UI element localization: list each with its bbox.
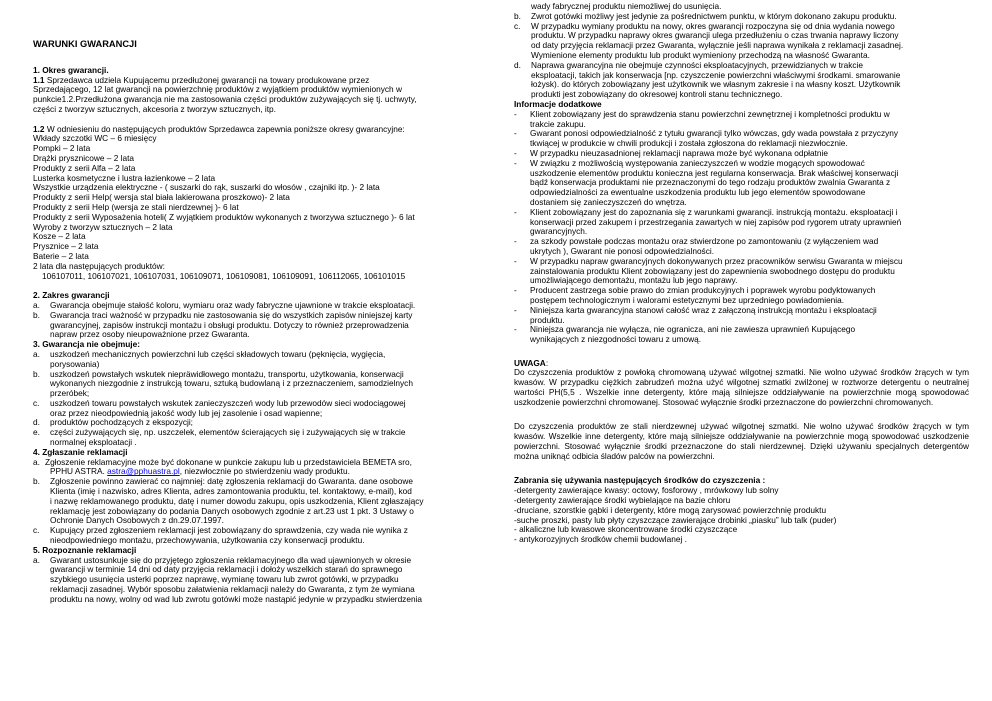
ban-item: -suche proszki, pasty lub płyty czyszczące zawierające drobinki „piasku” lub talk (puder) <box>514 514 837 525</box>
item-label: a. <box>33 299 40 310</box>
item-line: produktów pochodzących z ekspozycji; <box>50 417 193 428</box>
warranty-period-item: Produkty z serii Wyposażenia hoteli( Z wyjątkiem produktów wykonanych z tworzywa sztucznego )- 6 lat <box>33 211 415 222</box>
item-line: uszkodzenie elementów produktu konieczna jest regularna konserwacja. Brak właściwej konserwacji <box>530 167 899 178</box>
item-line: Producent zastrzega sobie prawo do zmian produkcyjnych i poprawek wyrobu podyktowanych <box>530 285 876 296</box>
item-line: bądź konserwacja produktami nie przeznaczonymi do tego rodzaju produktów zwalnia Gwaranta z <box>530 177 891 188</box>
info-item <box>514 306 969 326</box>
warranty-period-item: Produkty z serii Alfa – 2 lata <box>33 162 136 173</box>
item-text <box>531 22 969 61</box>
item-label: c. <box>514 20 521 31</box>
item-text <box>530 306 969 326</box>
item-line: W związku z możliwością występowania zanieczyszczeń w wodzie mogących spowodować <box>530 157 865 168</box>
item-text <box>530 286 969 306</box>
item-line: normalnej eksploatacji . <box>50 437 137 448</box>
item-line: W przypadku nieuzasadnionej reklamacji naprawa może być wykonana odpłatnie <box>530 147 828 158</box>
item-label: e. <box>33 427 40 438</box>
dash-bullet: - <box>514 157 517 168</box>
item-line: Klient zobowiązany jest do zapoznania się z warunkami gwarancji. instrukcją montażu. eksploatacji i <box>530 206 898 217</box>
section-5-item <box>514 61 969 100</box>
item-line: Gwarancja obejmuje stałość koloru, wymiaru oraz wady fabryczne ujawnione w trakcie eksploatacji. <box>50 299 416 310</box>
section-3-item <box>33 428 485 448</box>
section-1-1-line: części z tworzyw sztucznych, akcesoria z tworzyw sztucznych, itp. <box>33 103 276 114</box>
item-line: napraw przez osoby nieupoważnione przez Gwaranta. <box>50 329 250 340</box>
item-line: trakcie zakupu. <box>530 118 586 129</box>
item-text <box>530 237 969 257</box>
uwaga-colon: : <box>545 357 549 368</box>
item-line: dostaniem się zanieczyszczeń do wnętrza. <box>530 196 687 207</box>
item-label: d. <box>33 417 40 428</box>
item-line: reklamację jest zobowiązany do podania Danych osobowych zgodnie z art.23 ust 1 pkt. 3 Ustawy o <box>50 505 414 516</box>
info-item <box>514 129 969 149</box>
item-line: produkti jest zobowiązany do okresowej kontroli stanu technicznego. <box>531 89 783 100</box>
section-5-heading: 5. Rozpoznanie reklamacji <box>33 544 137 555</box>
section-3-list <box>33 350 485 448</box>
warranty-periods-list <box>33 134 485 271</box>
right-column <box>514 2 969 545</box>
section-1-1 <box>33 76 485 115</box>
warranty-period-item: Pompki – 2 lata <box>33 143 91 154</box>
item-line: Gwarancja traci ważność w przypadku nie zastosowania się do wszystkich zapisów niniejszej karty <box>50 309 413 320</box>
dash-bullet: - <box>514 304 517 315</box>
info-item <box>514 257 969 286</box>
item-line: Klient zobowiązany jest do sprawdzenia stanu powierzchni zewnętrznej i kompletności produktu w <box>530 108 890 119</box>
section-1-1-line: punkcie1.2.Przedłużona gwarancja nie ma zastosowania części produktów zużywających się tj. uchwyty, <box>33 94 417 105</box>
item-text <box>50 399 485 419</box>
item-text <box>50 370 485 399</box>
ban-list <box>514 486 969 545</box>
section-2-heading: 2. Zakres gwarancji <box>33 290 110 301</box>
item-text <box>531 61 969 100</box>
document-title: WARUNKI GWARANCJI <box>33 39 137 49</box>
item-label: b. <box>33 476 40 487</box>
item-label: a. <box>33 554 40 565</box>
item-line: konserwacji przed zakupem i przestrzegania zawartych w niej zapisów pod rygorem utraty uprawnień <box>530 216 902 227</box>
item-label: b. <box>514 10 521 21</box>
section-1-2 <box>33 125 485 282</box>
item-label: b. <box>33 368 40 379</box>
item-label: c. <box>33 525 40 536</box>
dash-bullet: - <box>514 324 517 335</box>
warranty-period-item: Wszystkie urządzenia elektryczne - ( suszarki do rąk, suszarki do włosów , czajniki itp. )- 2 lata <box>33 182 380 193</box>
item-line: ukrytych ), Gwarant nie ponosi odpowiedzialności. <box>530 245 715 256</box>
info-item <box>514 110 969 130</box>
item-label: b. <box>33 309 40 320</box>
dash-bullet: - <box>514 236 517 247</box>
item-label: a. <box>33 348 40 359</box>
warranty-period-item: Produkty z serii Help (wersja ze stali nierdzewnej )- 6 lat <box>33 201 239 212</box>
item-line: i nazwę reklamowanego produktu, datę i numer dowodu zakupu, opis uszkodzenia, Klient zgłaszający <box>50 495 424 506</box>
warranty-period-item: Kosze – 2 lata <box>33 231 86 242</box>
item-line: nieodpowiedniego montażu, przechowywania, użytkowania czy konserwacji produktu. <box>50 535 365 546</box>
section-1-2-number: 1.2 <box>33 123 45 134</box>
info-item <box>514 237 969 257</box>
product-codes: 106107011, 106107021, 106107031, 106109071, 106109081, 106109091, 106112065, 106101015 <box>42 270 406 281</box>
item-line: reklamacji zasadnej. Wybór sposobu załatwienia reklamacji należy do Gwaranta, z tym że wymiana <box>50 584 415 595</box>
item-line: produktu na nowy, wolny od wad lub zwrotu gotówki może nastąpić jedynie w przypadku stwierdzenia <box>50 593 423 604</box>
section-5-list <box>33 556 485 605</box>
info-list <box>514 110 969 345</box>
warranty-period-item: Wkłady szczotki WC – 6 miesięcy <box>33 133 157 144</box>
item-text <box>50 526 485 546</box>
item-line: łożysk). do których zobowiązany jest użytkownik we własnym zakresie i na własny koszt. Użytkownik <box>531 79 901 90</box>
item-line: za szkody powstałe podczas montażu oraz stwierdzone po zamontowaniu (z wyłączeniem wad <box>530 236 879 247</box>
section-4-list <box>33 477 485 546</box>
ban-item: - alkaliczne lub kwasowe skoncentrowane środki czyszczące <box>514 524 738 535</box>
item-line: Naprawa gwarancyjna nie obejmuje czynności eksploatacyjnych, przewidzianych w trakcie <box>531 59 864 70</box>
warranty-period-item: Prysznice – 2 lata <box>33 241 99 252</box>
warranty-period-item: Lusterka kosmetyczne i lustra łazienkowe – 2 lata <box>33 172 216 183</box>
dash-bullet: - <box>514 206 517 217</box>
section-5-item <box>33 556 485 605</box>
item-line: oraz przez nieodpowiednią jakość wody lub jej zasolenie i osad wapienne; <box>50 407 323 418</box>
item-line: W przypadku wymiany produktu na nowy, okres gwarancji rozpoczyna się od dnia wydania nowego <box>531 20 895 31</box>
item-line: umożliwiającego demontażu, montażu lub jego naprawy. <box>530 275 738 286</box>
info-item <box>514 208 969 237</box>
item-line: Ochronie Danych Osobowych z dn.29.07.1997. <box>50 515 224 526</box>
item-line: uszkodzeń towaru powstałych wskutek zanieczyszczeń wody lub przewodów sieci wodociągowej <box>50 397 406 408</box>
item-line: gwarancji w terminie 14 dni od daty przyjęcia reklamacji i dołoży wszelkich starań do sprawnego <box>50 564 403 575</box>
item-text <box>50 311 485 340</box>
item-line: produktu. <box>530 314 565 325</box>
item-line: przeróbek; <box>50 388 90 399</box>
section-4-heading: 4. Zgłaszanie reklamacji <box>33 446 128 457</box>
item-line: Gwarant ustosunkuje się do przyjętego zgłoszenia reklamacyjnego dla wad ujawnionych w okresie <box>50 554 412 565</box>
item-line: tkwiącej w produkcie w chwili produkcji i została zgłoszona do reklamacji niezwłocznie. <box>530 138 848 149</box>
item-text <box>50 428 485 448</box>
item-line: odpowiedzialności za ewentualne uszkodzenia produktu lub jego elementów spowodowane <box>530 187 866 198</box>
item-line: produktu. W przypadku naprawy okres gwarancji ulega przedłużeniu o czas trwania naprawy liczony <box>531 30 899 41</box>
item-line: postępem technologicznym i walorami estetycznymi bez uprzedniego powiadomienia. <box>530 294 845 305</box>
item-line: Zwrot gotówki możliwy jest jedynie za pośrednictwem punktu, w którym dokonano zakupu produktu. <box>531 10 897 21</box>
ban-item: -detergenty zawierające kwasy: octowy, fosforowy , mrówkowy lub solny <box>514 485 779 496</box>
ban-item: -detergenty zawierające środki wybielające na bazie chloru <box>514 495 731 506</box>
section-1-heading: 1. Okres gwarancji. <box>33 64 109 75</box>
section-2-item <box>33 311 485 340</box>
item-line: Niniejsza gwarancja nie wyłącza, nie ogranicza, ani nie zawiesza uprawnień Kupującego <box>530 324 856 335</box>
item-text <box>530 110 969 130</box>
item-text <box>530 159 969 208</box>
item-text <box>50 556 485 605</box>
continued-line: wady fabrycznej produktu niemożliwej do usunięcia. <box>531 1 722 11</box>
uwaga-paragraph-chrome: Do czyszczenia produktów z powłoką chromowaną używać wilgotnej szmatki. Nie wolno używać środków żrących w tym kwasów. W przypadku ciężkich zabrudzeń można użyć wilgotnej szmatki zwilżonej w roztworze detergentu o neutralnej wartości PH(5,5 . Wszelkie inne detergenty, które mają silniejsze oddziaływanie na powierzchnie mogą spowodować uszkodzenie powierzchni chromowanej. Stosować wyłącznie środki przeznaczone do powierzchni chromowanych. <box>514 367 969 407</box>
section-5-continued-list <box>514 12 969 100</box>
item-line: Zgłoszenie reklamacyjne może być dokonane w punkcie zakupu lub u przedstawiciela BEMETA sro, <box>45 456 412 467</box>
dash-bullet: - <box>514 108 517 119</box>
dash-bullet: - <box>514 255 517 266</box>
item-line: wykonanych niezgodnie z instrukcją towaru, sztuką budowlaną i z przeznaczeniem, samodzielnych <box>50 378 413 389</box>
section-4-item-a <box>33 458 485 478</box>
item-line: Kupujący przed zgłoszeniem reklamacji jest zobowiązany do sprawdzenia, czy wada nie wynika z <box>50 525 408 536</box>
left-column <box>33 40 485 605</box>
section-2-list <box>33 301 485 340</box>
info-item <box>514 325 969 345</box>
item-text <box>50 350 485 370</box>
item-line: eksploatacji, takich jak konserwacja [np. czyszczenie powierzchni właściwymi środkami. smarowanie <box>531 69 901 80</box>
item-line: Gwarant ponosi odpowiedzialność z tytułu gwarancji tylko wówczas, gdy wada powstała z przyczyny <box>530 128 899 139</box>
item-line: części zużywających się, np. uszczelek, elementów ścierających się i zużywających się w trakcie <box>50 427 406 438</box>
dash-bullet: - <box>514 285 517 296</box>
item-line: porysowania) <box>50 358 100 369</box>
item-line: od daty przyjęcia reklamacji przez Gwaranta, wyłącznie jeśli naprawa wynikała z reklamacji zasadnej. <box>531 40 904 51</box>
item-line: PPHU ASTRA. <box>50 466 108 477</box>
dash-bullet: - <box>514 128 517 139</box>
section-5-item <box>514 22 969 61</box>
section-4-item <box>33 526 485 546</box>
item-text <box>530 208 969 237</box>
warranty-period-item: 2 lata dla następujących produktów: <box>33 260 165 271</box>
item-line: uszkodzeń mechanicznych powierzchni lub części składowych towaru (pęknięcia, wygięcia, <box>50 348 386 359</box>
section-3-item <box>33 370 485 399</box>
section-1-1-number: 1.1 <box>33 74 45 85</box>
section-4-item <box>33 477 485 526</box>
item-text <box>50 477 485 526</box>
item-line: gwarancyjnej, zapisów instrukcji montażu i obsługi produktu. Dotyczy to również przeprowadzenia <box>50 319 409 330</box>
item-line: , niezwłocznie po stwierdzeniu wady produktu. <box>179 466 350 477</box>
section-1-2-intro: W odniesieniu do następujących produktów Sprzedawca zapewnia poniższe okresy gwarancyjne: <box>44 123 405 134</box>
info-item <box>514 286 969 306</box>
section-1-1-line: Sprzedawca udziela Kupującemu przedłużonej gwarancji na towary produkowane przez <box>44 74 370 85</box>
ban-item: - antykorozyjnych środków chemii budowlanej . <box>514 534 687 545</box>
uwaga-heading: UWAGA <box>514 357 546 368</box>
item-line: zainstalowania produktu Klient zobowiązany jest do zapewnienia swobodnego dostępu do produktu <box>530 265 895 276</box>
item-line: wynikających z niezgodności towaru z umową. <box>530 334 702 345</box>
ban-item: -druciane, szorstkie gąbki i detergenty, które mogą zarysować powierzchnię produktu <box>514 504 827 515</box>
item-line: uszkodzeń powstałych wskutek niepräwidłowego montażu, transportu, użytkowania, konserwacji <box>50 368 404 379</box>
info-item <box>514 159 969 208</box>
item-line: Zgłoszenie powinno zawierać co najmniej: datę zgłoszenia reklamacji do Gwaranta. dane osobowe <box>50 476 413 487</box>
ban-heading: Zabrania się używania następujących środków do czyszczenia : <box>514 475 766 486</box>
item-label: d. <box>514 59 521 70</box>
item-label: c. <box>33 397 40 408</box>
item-line: Klienta (imię i nazwisko, adres Klienta, adres zamontowania produktu, tel. kontaktowy, e-mail), kod <box>50 486 412 497</box>
section-3-item <box>33 350 485 370</box>
section-3-heading: 3. Gwarancja nie obejmuje: <box>33 339 140 350</box>
info-heading: Informacje dodatkowe <box>514 98 602 109</box>
warranty-period-item: Baterie – 2 lata <box>33 250 89 261</box>
item-line: Niniejsza karta gwarancyjna stanowi całość wraz z załączoną instrukcją montażu i eksploatacji <box>530 304 877 315</box>
item-text <box>530 325 969 345</box>
email-link[interactable]: astra@pphuastra.pl <box>107 466 180 477</box>
item-line: W przypadku napraw gwarancyjnych dokonywanych przez pracowników serwisu Gwaranta w miejscu <box>530 255 903 266</box>
warranty-period-item: Drążki prysznicowe – 2 lata <box>33 152 134 163</box>
warranty-period-item: Produkty z serii Help( wersja stal biała lakierowana proszkowo)- 2 lata <box>33 192 290 203</box>
section-1-1-line: Sprzedającego, 12 lat gwarancji na powierzchnię produktów z wyjątkiem produktów wymienionych w <box>33 84 402 95</box>
item-text <box>530 257 969 286</box>
item-line: gwarancyjnych. <box>530 226 588 237</box>
item-label: a. <box>33 456 40 467</box>
warranty-period-item: Wyroby z tworzyw sztucznych – 2 lata <box>33 221 173 232</box>
item-text <box>530 129 969 149</box>
section-3-item <box>33 399 485 419</box>
item-line: Wymienione elementy produktu lub produkt wymieniony przechodzą na własność Gwaranta. <box>531 49 870 60</box>
uwaga-paragraph-steel: Do czyszczenia produktów ze stali nierdzewnej używać wilgotnej szmatki. Nie wolno używać środków żrących w tym kwasów. Wszelkie inne detergenty, które mają silniejsze oddziaływanie na powierzchnie mogą spowodować uszkodzenie powierzchni. Stosować wyłącznie środki przeznaczone do stali nierdzewnej. Dzięki używaniu specjalnych detergentów można uniknąć odbicia śladów palców na powierzchni. <box>514 421 969 461</box>
item-line: szybkiego usunięcia usterki poprzez naprawę, wymianę towaru lub zwrot gotówki, w przypadku <box>50 574 399 585</box>
dash-bullet: - <box>514 147 517 158</box>
